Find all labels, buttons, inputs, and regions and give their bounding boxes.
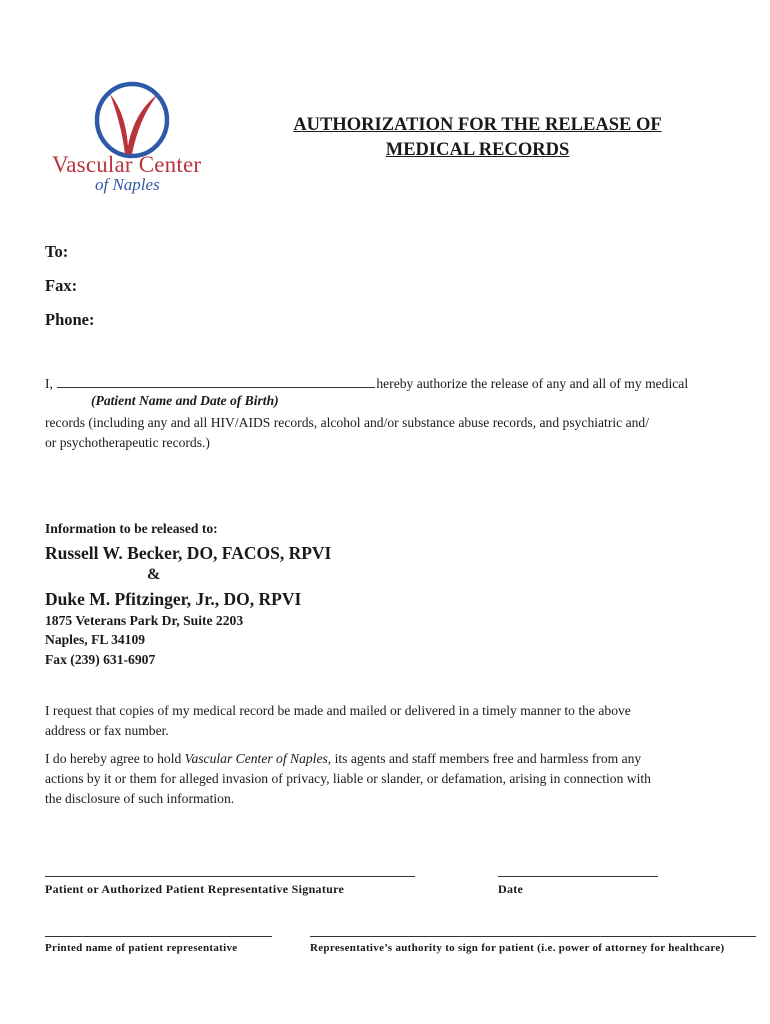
- hold-harmless-suffix: , its agents and staff members free and harmless from any: [327, 751, 642, 766]
- printed-name-label: Printed name of patient representative: [45, 942, 238, 954]
- logo-text-main: Vascular Center: [52, 152, 202, 177]
- title-line-1: AUTHORIZATION FOR THE RELEASE OF: [293, 115, 662, 135]
- request-line-1: I request that copies of my medical record be made and mailed or delivered in a timely manner to the above: [45, 703, 631, 718]
- doctor-1-name: Russell W. Becker, DO, FACOS, RPVI: [45, 543, 332, 563]
- release-to-heading: Information to be released to:: [45, 521, 218, 536]
- hold-harmless-line-1: [45, 749, 735, 769]
- phone-label: Phone:: [45, 310, 95, 329]
- date-line[interactable]: [498, 876, 658, 877]
- authorization-line-2: records (including any and all HIV/AIDS records, alcohol and/or substance abuse records, and psychiatric and/: [45, 415, 649, 430]
- logo-text-sub: of Naples: [95, 175, 160, 194]
- authorization-paragraph: [45, 413, 735, 453]
- authorization-line-3: or psychotherapeutic records.): [45, 435, 210, 450]
- logo-v-mark: [110, 94, 158, 154]
- authorization-line: [45, 374, 688, 394]
- to-label: To:: [45, 242, 69, 261]
- fax-number: Fax (239) 631-6907: [45, 652, 156, 667]
- title-line-2: MEDICAL RECORDS: [385, 140, 570, 160]
- patient-signature-line[interactable]: [45, 876, 415, 877]
- practice-name-italic: Vascular Center of Naples: [184, 751, 328, 766]
- authorization-prefix: I,: [45, 376, 53, 391]
- date-label: Date: [498, 882, 524, 896]
- address-line-1: 1875 Veterans Park Dr, Suite 2203: [45, 613, 244, 628]
- request-line-2: address or fax number.: [45, 723, 169, 738]
- request-paragraph: [45, 701, 725, 741]
- authority-line[interactable]: [310, 936, 756, 937]
- doctor-ampersand: &: [147, 566, 161, 583]
- doctor-2-name: Duke M. Pfitzinger, Jr., DO, RPVI: [45, 589, 302, 609]
- patient-name-dob-caption: (Patient Name and Date of Birth): [91, 393, 279, 408]
- fax-label: Fax:: [45, 276, 78, 295]
- hold-harmless-line-3: the disclosure of such information.: [45, 791, 235, 806]
- hold-harmless-line-2: actions by it or them for alleged invasion of privacy, liable or slander, or defamation, arising in connection with: [45, 771, 651, 786]
- printed-name-line[interactable]: [45, 936, 272, 937]
- authority-label: Representative’s authority to sign for patient (i.e. power of attorney for healthcare): [310, 942, 725, 954]
- document-title: [265, 113, 690, 163]
- address-line-2: Naples, FL 34109: [45, 632, 146, 647]
- authorization-suffix: hereby authorize the release of any and all of my medical: [376, 376, 689, 391]
- hold-harmless-prefix: I do hereby agree to hold: [45, 751, 185, 766]
- patient-name-dob-blank[interactable]: [57, 374, 375, 388]
- hold-harmless-paragraph: [45, 749, 735, 809]
- patient-signature-label: Patient or Authorized Patient Representative Signature: [45, 882, 345, 896]
